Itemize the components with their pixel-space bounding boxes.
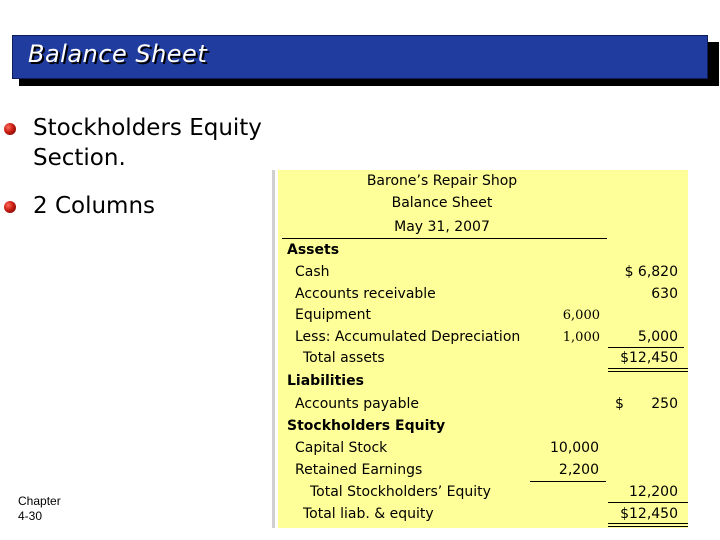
equipment-label: Equipment: [295, 307, 371, 323]
total-liab-equity-label: Total liab. & equity: [303, 506, 434, 522]
chapter-page: 4-30: [18, 509, 43, 523]
receivable-amount: 630: [651, 286, 678, 302]
bullet-two-columns: 2 Columns: [33, 193, 156, 219]
capital-stock-amount: 10,000: [550, 440, 599, 456]
chapter-footer: [18, 494, 61, 524]
total-assets-double-rule-top: [608, 368, 688, 369]
liabilities-heading: Liabilities: [287, 373, 364, 389]
company-name: Barone’s Repair Shop: [366, 173, 518, 189]
total-liab-equity-amount: $12,450: [620, 506, 678, 522]
total-equity-label: Total Stockholders’ Equity: [310, 484, 491, 500]
total-assets-amount: $12,450: [620, 350, 678, 366]
total-assets-label: Total assets: [303, 350, 385, 366]
statement-name: Balance Sheet: [391, 195, 493, 211]
bullet-icon: [4, 201, 16, 213]
statement-date: May 31, 2007: [394, 219, 490, 235]
equipment-inner-amount: 6,000: [562, 308, 600, 323]
receivable-label: Accounts receivable: [295, 286, 436, 302]
total-liab-equity-double-rule-bottom: [608, 526, 688, 527]
net-equipment-amount: 5,000: [637, 329, 678, 345]
depreciation-inner-amount: 1,000: [562, 330, 600, 345]
bullet-icon: [4, 123, 16, 135]
cash-amount: $ 6,820: [624, 264, 678, 280]
total-equity-amount: 12,200: [629, 484, 678, 500]
capital-stock-label: Capital Stock: [295, 440, 388, 456]
equity-subtotal-rule: [530, 481, 606, 482]
payable-label: Accounts payable: [295, 396, 419, 412]
chapter-label: Chapter: [18, 494, 61, 508]
slide-title: Balance Sheet: [28, 40, 208, 68]
total-equity-rule: [608, 502, 688, 503]
payable-amount: 250: [651, 396, 678, 412]
header-rule: [282, 238, 607, 239]
payable-currency: $: [615, 396, 624, 412]
cash-label: Cash: [295, 264, 330, 280]
depreciation-label: Less: Accumulated Depreciation: [295, 329, 521, 345]
panel-edge: [272, 170, 275, 528]
net-equipment-rule: [608, 347, 684, 348]
retained-earnings-amount: 2,200: [558, 462, 599, 478]
total-liab-equity-double-rule-top: [608, 523, 688, 524]
assets-heading: Assets: [287, 242, 340, 258]
retained-earnings-label: Retained Earnings: [295, 462, 423, 478]
bullet-stockholders-equity: Stockholders Equity Section.: [33, 115, 262, 171]
total-assets-double-rule-bottom: [608, 371, 688, 372]
equity-heading: Stockholders Equity: [287, 418, 446, 434]
